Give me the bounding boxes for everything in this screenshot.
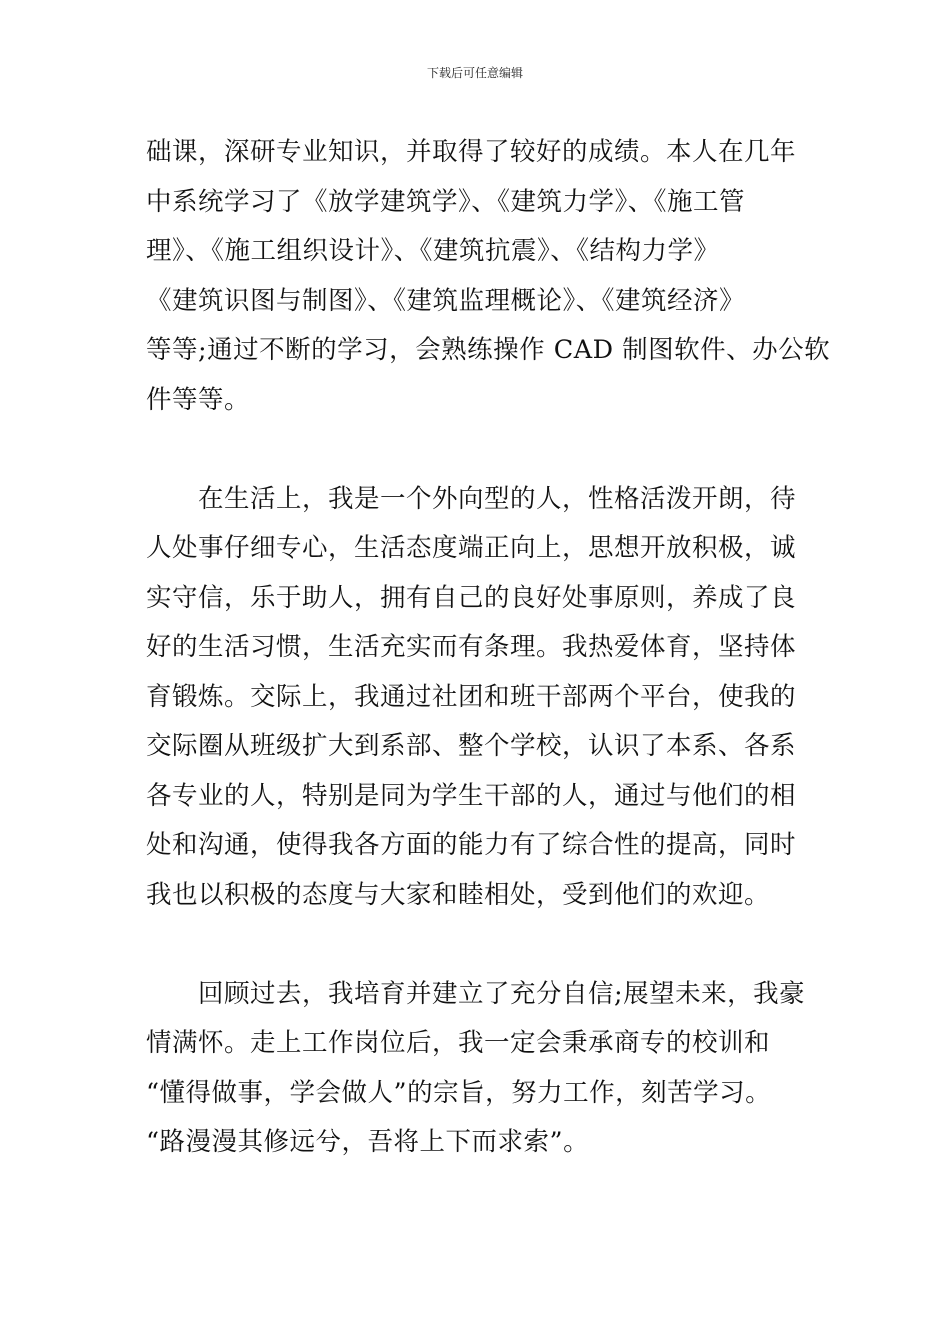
text-line: 情满怀。走上工作岗位后，我一定会秉承商专的校训和: [146, 1028, 771, 1058]
text-line: 交际圈从班级扩大到系部、整个学校，认识了本系、各系: [146, 731, 797, 761]
text-line: “路漫漫其修远兮，吾将上下而求索”。: [146, 1127, 590, 1157]
text-line: 理》、《施工组织设计》、《建筑抗震》、《结构力学》: [146, 236, 720, 266]
paragraph-studies: [146, 128, 831, 425]
text-line: “懂得做事，学会做人”的宗旨，努力工作，刻苦学习。: [146, 1077, 772, 1108]
page-header-note: 下载后可任意编辑: [426, 66, 523, 80]
text-line: 处和沟通，使得我各方面的能力有了综合性的提高，同时: [146, 830, 797, 860]
text-line: 中系统学习了《放学建筑学》、《建筑力学》、《施工管: [146, 186, 746, 217]
text-line: 在生活上，我是一个外向型的人，性格活泼开朗，待: [198, 483, 797, 514]
text-line: 我也以积极的态度与大家和睦相处，受到他们的欢迎。: [146, 879, 771, 910]
text-line: 《建筑识图与制图》、《建筑监理概论》、《建筑经济》: [146, 285, 746, 316]
text-line: 育锻炼。交际上，我通过社团和班干部两个平台，使我的: [146, 681, 797, 712]
text-line: 件等等。: [146, 384, 251, 415]
text-line: 础课，深研专业知识，并取得了较好的成绩。本人在几年: [146, 137, 797, 167]
text-line: 好的生活习惯，生活充实而有条理。我热爱体育，坚持体: [146, 632, 797, 662]
text-line: 等等;通过不断的学习，会熟练操作 CAD 制图软件、办公软: [146, 335, 831, 365]
paragraph-outlook: [146, 970, 810, 1168]
text-line: 实守信，乐于助人，拥有自己的良好处事原则，养成了良: [146, 582, 797, 613]
paragraph-spacer: [146, 920, 810, 970]
text-line: 回顾过去，我培育并建立了充分自信;展望未来，我豪: [198, 978, 806, 1009]
paragraph-spacer: [146, 425, 810, 475]
text-line: 人处事仔细专心，生活态度端正向上，思想开放积极，诚: [146, 533, 797, 563]
document-body: [146, 128, 831, 1168]
paragraph-life: [146, 475, 810, 921]
text-line: 各专业的人，特别是同为学生干部的人，通过与他们的相: [146, 780, 797, 811]
